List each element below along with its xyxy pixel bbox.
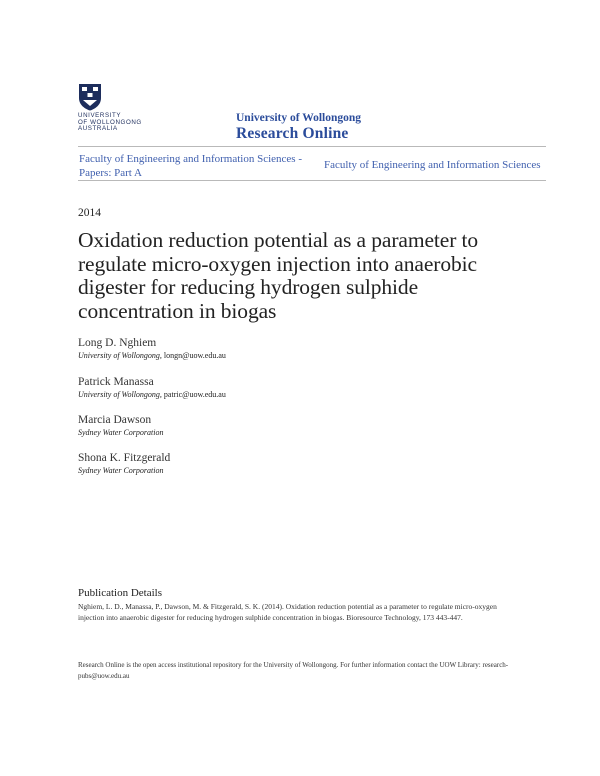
logo-wordmark bbox=[78, 113, 142, 133]
author-entry bbox=[78, 451, 170, 476]
logo-line: UNIVERSITY bbox=[78, 112, 122, 119]
repository-footer-note: Research Online is the open access institutional repository for the University of Wollongong. For further information contact the UOW Library: research-pubs@uow.edu.au bbox=[78, 661, 509, 680]
repository-header bbox=[236, 112, 361, 143]
author-entry bbox=[78, 375, 226, 400]
author-name: Marcia Dawson bbox=[78, 414, 152, 426]
citation-text: Nghiem, L. D., Manassa, P., Dawson, M. & Fitzgerald, S. K. (2014). Oxidation reduction potential as a parameter to regulate micro-oxygen injection into anaerobic digester for reducing hydrogen sulphide concentration in biogas. Bioresource Technology, 173 443-447. bbox=[78, 602, 497, 622]
paper-title: Oxidation reduction potential as a parameter to regulate micro-oxygen injection into anaerobic digester for reducing hydrogen sulphide concentration in biogas bbox=[78, 228, 479, 323]
faculty-link[interactable]: Faculty of Engineering and Information Sciences bbox=[324, 159, 541, 171]
publication-year: 2014 bbox=[78, 207, 101, 219]
university-logo bbox=[78, 83, 148, 135]
author-name: Patrick Manassa bbox=[78, 376, 154, 388]
repository-name[interactable]: Research Online bbox=[236, 125, 349, 142]
crest-icon bbox=[78, 83, 102, 111]
affiliation-text: Sydney Water Corporation bbox=[78, 428, 164, 437]
affiliation-text: University of Wollongong, bbox=[78, 351, 162, 360]
author-entry bbox=[78, 413, 163, 438]
affiliation-text: Sydney Water Corporation bbox=[78, 466, 164, 475]
collection-links-bar bbox=[78, 146, 546, 181]
logo-line: OF WOLLONGONG bbox=[78, 118, 142, 126]
author-email[interactable]: longn@uow.edu.au bbox=[161, 351, 226, 360]
author-affiliation bbox=[78, 465, 170, 476]
logo-line: AUSTRALIA bbox=[78, 125, 118, 133]
author-entry bbox=[78, 336, 226, 361]
author-affiliation bbox=[78, 389, 226, 400]
publication-details-heading: Publication Details bbox=[78, 587, 163, 599]
series-link[interactable]: Faculty of Engineering and Information Sciences - Papers: Part A bbox=[79, 153, 302, 179]
repository-university[interactable]: University of Wollongong bbox=[236, 112, 362, 124]
author-affiliation bbox=[78, 427, 163, 438]
author-name: Long D. Nghiem bbox=[78, 337, 157, 349]
affiliation-text: University of Wollongong, bbox=[78, 390, 162, 399]
author-affiliation bbox=[78, 350, 226, 361]
author-name: Shona K. Fitzgerald bbox=[78, 452, 171, 464]
author-email[interactable]: patric@uow.edu.au bbox=[161, 390, 226, 399]
